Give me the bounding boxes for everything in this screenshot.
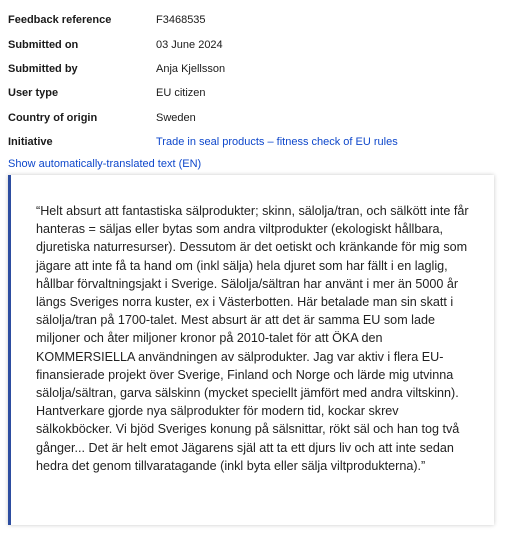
country-of-origin-value: Sweden <box>156 111 196 124</box>
user-type-value: EU citizen <box>156 87 206 100</box>
user-type-label: User type <box>8 87 59 100</box>
submitted-on-label: Submitted on <box>8 38 79 51</box>
submitted-on-value: 03 June 2024 <box>156 38 223 51</box>
submitted-by-row <box>8 57 498 81</box>
show-translated-text-link[interactable]: Show automatically-translated text (EN) <box>8 158 202 170</box>
country-of-origin-label: Country of origin <box>8 111 98 124</box>
feedback-reference-row <box>8 8 498 32</box>
initiative-row <box>8 130 498 154</box>
country-of-origin-row <box>8 106 498 130</box>
feedback-quote-text: “Helt absurt att fantastiska sälprodukter; skinn, sälolja/tran, och sälkött inte får hanteras = säljas eller bytas som andra viltprodukter (ekologiskt hållbara, djuretiska naturresurser). Dessutom är det oetiskt och kränkande för mig som jägare att inte få ta hand om (inkl sälja) hela djuret som har fällt i en laglig, hållbar förvaltningsjakt i Sverige. Sälolja/sältran har använt i mer än 5000 år längs Sveriges norra kuster, ex i Västerbotten. Här betalade man sin skatt i sälolja/tran på 1700-talet. Mest absurt är att det är samma EU som lade miljoner och åter miljoner kronor på 2010-talet för att ÖKA den KOMMERSIELLA användningen av sälprodukter. Jag var aktiv i flera EU-finansierade projekt över Sverige, Finland och Norge och lärde mig utvinna sälolja/sältran, garva sälskinn (mycket speciellt jämfört med andra viltskinn). Hantverkare gjorde nya sälprodukter för modern tid, kockar skrev sälkokböcker. Vi bjöd Sveriges konung på sälsnittar, rökt säl och han tog två gånger... Det är helt emot Jägarens själ att ta ett djurs liv och att inte sedan hedra det genom tillvaratagande (inkl byta eller sälja viltprodukterna).” <box>36 204 469 473</box>
user-type-row <box>8 81 498 105</box>
feedback-reference-value: F3468535 <box>156 14 206 27</box>
initiative-link[interactable]: Trade in seal products – fitness check of EU rules <box>156 136 398 149</box>
submitted-by-label: Submitted by <box>8 62 78 75</box>
initiative-label: Initiative <box>8 136 53 149</box>
submitted-on-row <box>8 32 498 56</box>
feedback-quote-box <box>8 175 494 525</box>
feedback-reference-label: Feedback reference <box>8 14 112 27</box>
feedback-details <box>8 8 498 154</box>
submitted-by-value: Anja Kjellsson <box>156 62 226 75</box>
